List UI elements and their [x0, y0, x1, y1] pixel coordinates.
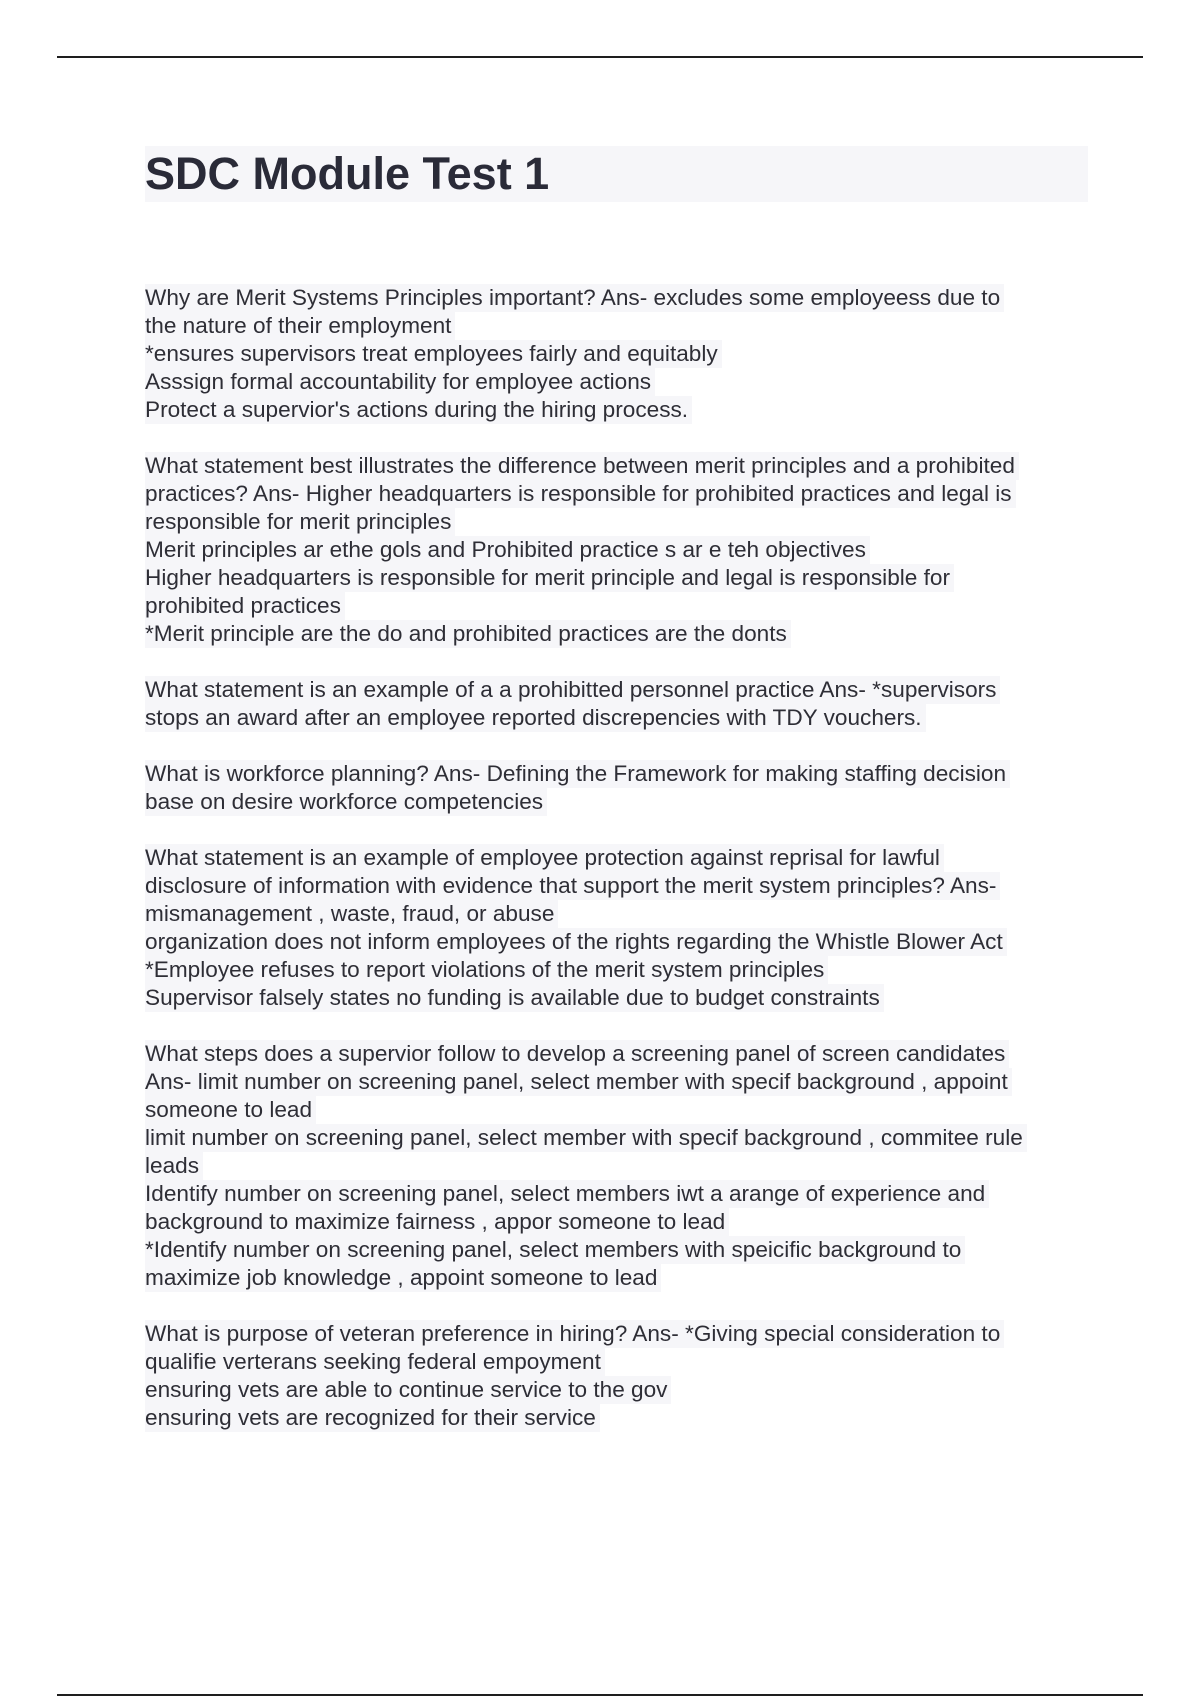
qa-line: disclosure of information with evidence that support the merit system principles? Ans- — [145, 872, 1000, 900]
qa-block — [145, 676, 1090, 732]
qa-block — [145, 844, 1090, 1012]
qa-block — [145, 1320, 1090, 1432]
qa-line: Asssign formal accountability for employee actions — [145, 368, 655, 396]
qa-line: *Merit principle are the do and prohibited practices are the donts — [145, 620, 791, 648]
qa-line: the nature of their employment — [145, 312, 455, 340]
qa-line: What steps does a supervior follow to develop a screening panel of screen candidates — [145, 1040, 1009, 1068]
qa-line: Ans- limit number on screening panel, select member with specif background , appoint — [145, 1068, 1012, 1096]
qa-line: What statement is an example of a a prohibitted personnel practice Ans- *supervisors — [145, 676, 1000, 704]
qa-line: practices? Ans- Higher headquarters is responsible for prohibited practices and legal is — [145, 480, 1016, 508]
qa-line: background to maximize fairness , appor someone to lead — [145, 1208, 729, 1236]
qa-line: What is purpose of veteran preference in hiring? Ans- *Giving special consideration to — [145, 1320, 1004, 1348]
qa-line: What statement best illustrates the difference between merit principles and a prohibited — [145, 452, 1019, 480]
qa-line: base on desire workforce competencies — [145, 788, 547, 816]
qa-block — [145, 284, 1090, 424]
qa-line: leads — [145, 1152, 203, 1180]
header-rule — [57, 56, 1143, 58]
qa-line: Supervisor falsely states no funding is available due to budget constraints — [145, 984, 884, 1012]
qa-line: prohibited practices — [145, 592, 345, 620]
qa-line: limit number on screening panel, select member with specif background , commitee rule — [145, 1124, 1027, 1152]
qa-line: What statement is an example of employee protection against reprisal for lawful — [145, 844, 944, 872]
qa-line: qualifie verterans seeking federal empoyment — [145, 1348, 605, 1376]
qa-line: What is workforce planning? Ans- Defining the Framework for making staffing decision — [145, 760, 1010, 788]
qa-line: organization does not inform employees of the rights regarding the Whistle Blower Act — [145, 928, 1007, 956]
qa-block — [145, 760, 1090, 816]
document-body — [145, 284, 1090, 1460]
page-title: SDC Module Test 1 — [145, 148, 550, 199]
qa-line: stops an award after an employee reported discrepencies with TDY vouchers. — [145, 704, 926, 732]
qa-line: Identify number on screening panel, select members iwt a arange of experience and — [145, 1180, 989, 1208]
qa-line: mismanagement , waste, fraud, or abuse — [145, 900, 558, 928]
qa-line: Higher headquarters is responsible for merit principle and legal is responsible for — [145, 564, 954, 592]
qa-line: *Identify number on screening panel, select members with speicific background to — [145, 1236, 965, 1264]
qa-line: someone to lead — [145, 1096, 316, 1124]
qa-line: ensuring vets are able to continue service to the gov — [145, 1376, 671, 1404]
qa-line: maximize job knowledge , appoint someone to lead — [145, 1264, 661, 1292]
qa-line: ensuring vets are recognized for their service — [145, 1404, 600, 1432]
qa-line: *Employee refuses to report violations of the merit system principles — [145, 956, 828, 984]
qa-line: responsible for merit principles — [145, 508, 455, 536]
qa-line: *ensures supervisors treat employees fairly and equitably — [145, 340, 722, 368]
qa-line: Why are Merit Systems Principles important? Ans- excludes some employeess due to — [145, 284, 1004, 312]
qa-line: Merit principles ar ethe gols and Prohibited practice s ar e teh objectives — [145, 536, 870, 564]
footer-rule — [57, 1694, 1143, 1696]
qa-block — [145, 452, 1090, 648]
qa-line: Protect a supervior's actions during the hiring process. — [145, 396, 692, 424]
qa-block — [145, 1040, 1090, 1292]
